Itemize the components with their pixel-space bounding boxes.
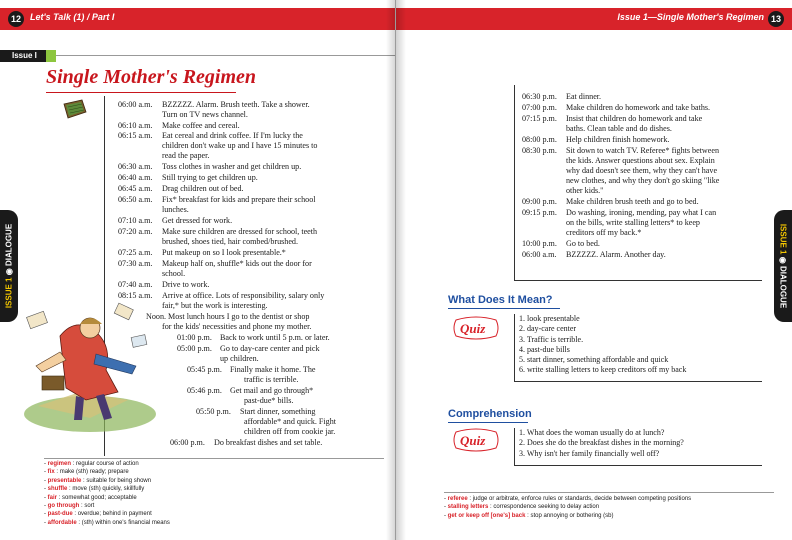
schedule-time: 07:30 a.m. [118, 259, 153, 268]
schedule-time: 05:46 p.m. [187, 386, 222, 395]
glossary-term: go through [47, 503, 80, 510]
glossary-def: : somewhat good; acceptable [58, 494, 137, 501]
busy-mother-illustration [20, 296, 160, 436]
glossary-item: - get or keep off [one's] back : stop annoying or bothering (sb) [444, 512, 614, 519]
glossary-item: - stalling letters : correspondence seeking to delay action [444, 504, 600, 511]
schedule-time: 06:00 a.m. [522, 250, 557, 259]
quiz-icon [452, 428, 500, 452]
list-item: 2. day-care center [519, 324, 577, 334]
glossary-def: : regular course of action [72, 461, 139, 467]
schedule-text: past-due* bills. [244, 396, 294, 405]
schedule-time: 06:50 a.m. [118, 195, 153, 204]
noon-text: Noon. Most lunch hours I go to the dentist or shop [146, 312, 310, 321]
schedule-text: school. [162, 269, 186, 278]
schedule-text: lunches. [162, 205, 189, 214]
schedule-time: 06:30 a.m. [118, 162, 153, 171]
comprehension-title: Comprehension [448, 408, 532, 420]
schedule-text: brushed, shoes tied, hair combed/brushed. [162, 237, 298, 246]
glossary [444, 495, 691, 520]
comprehension-list [514, 428, 762, 466]
list-item: 5. start dinner, something affordable and quick [519, 355, 669, 365]
schedule-text: Do washing, ironing, mending, pay what I can [566, 208, 717, 217]
glossary-divider [444, 492, 774, 493]
side-tab-issue: ISSUE 1 [4, 277, 14, 309]
glossary-def: : sort [81, 503, 95, 510]
glossary-divider [44, 458, 384, 459]
schedule-time: 07:20 a.m. [118, 227, 153, 236]
what-does-it-mean-list [514, 314, 762, 382]
schedule-text: Makeup half on, shuffle* kids out the door for [162, 259, 312, 268]
schedule-time: 06:45 a.m. [118, 184, 153, 193]
glossary-term: fix [47, 469, 55, 476]
schedule-time: 06:40 a.m. [118, 173, 153, 182]
schedule-text: Finally make it home. The [230, 365, 316, 374]
schedule-time: 08:30 p.m. [522, 146, 557, 155]
schedule-text: Eat dinner. [566, 92, 602, 101]
schedule-time: 06:15 a.m. [118, 131, 153, 140]
schedule-text: Drag children out of bed. [162, 184, 244, 193]
schedule-text: Sit down to watch TV. Referee* fights between [566, 146, 719, 155]
schedule-text: traffic is terrible. [244, 375, 299, 384]
glossary-item: - go through : sort [44, 503, 95, 510]
glossary-term: affordable [47, 519, 77, 526]
schedule-text: Drive to work. [162, 280, 210, 289]
schedule-text: BZZZZZ. Alarm. Another day. [566, 250, 666, 259]
schedule-text: Eat cereal and drink coffee. If I'm lucky the [162, 131, 303, 140]
schedule-text: creditors off my back.* [566, 228, 642, 237]
schedule-text: Get mail and go through* [230, 386, 314, 395]
glossary-def: : suitable for being shown [83, 477, 152, 484]
glossary-item: - referee : judge or arbitrate, enforce rules or standards, decide between competing positions [444, 496, 692, 502]
schedule-time: 09:00 p.m. [522, 197, 557, 206]
quiz-label: Quiz [460, 433, 486, 448]
list-item: 2. Does she do the breakfast dishes in the morning? [519, 438, 684, 448]
schedule-text: Make sure children are dressed for school, teeth [162, 227, 318, 236]
schedule-time: 01:00 p.m. [177, 333, 212, 342]
glossary-def: : (sth) within one's financial means [78, 519, 170, 526]
schedule-time: 07:10 a.m. [118, 216, 153, 225]
section-underline [448, 422, 528, 423]
schedule-text: Make coffee and cereal. [162, 121, 240, 130]
list-item: 1. What does the woman usually do at lunch? [519, 428, 665, 437]
schedule-time: 06:00 p.m. [170, 438, 205, 447]
schedule-time: 05:00 p.m. [177, 344, 212, 353]
what-does-it-mean-title: What Does It Mean? [448, 294, 553, 306]
schedule-text: Turn on TV news channel. [162, 110, 248, 119]
noon-text: for the kids' necessities and phone my mother. [162, 322, 312, 331]
glossary-item: - affordable : (sth) within one's financial means [44, 519, 170, 526]
schedule-text: Go to day-care center and pick [220, 344, 320, 353]
side-tab-issue: ISSUE 1 [778, 223, 788, 255]
schedule-text: Get dressed for work. [162, 216, 233, 225]
glossary-item: - regimen : regular course of action [44, 461, 139, 467]
header-title: Let's Talk (1) / Part I [30, 12, 115, 22]
page-title: Single Mother's Regimen [46, 66, 257, 88]
side-tab-separator: ◉ [4, 266, 14, 276]
schedule-text: baths. Clean table and do dishes. [566, 124, 672, 133]
schedule-text: Put makeup on so I look presentable.* [162, 248, 286, 257]
glossary-item: - past-due : overdue; behind in payment [44, 511, 152, 518]
quiz-icon [452, 316, 500, 340]
glossary-term: shuffle [47, 486, 68, 493]
schedule-time: 06:30 p.m. [522, 92, 557, 101]
schedule-time: 06:00 a.m. [118, 100, 153, 109]
list-item: 4. past-due bills [519, 344, 570, 354]
schedule-text: Do breakfast dishes and set table. [214, 438, 323, 447]
glossary-def: : judge or arbitrate, enforce rules or standards, decide between competing positions [469, 496, 692, 502]
schedule-text: why dad doesn't see them, why they can't have [566, 166, 718, 175]
glossary-item: - shuffle : move (sth) quickly, skillfully [44, 486, 145, 493]
schedule-text: Help children finish homework. [566, 135, 670, 144]
page-number: 13 [768, 11, 784, 27]
schedule-text: Start dinner, something [240, 407, 316, 416]
list-item: 3. Traffic is terrible. [519, 334, 584, 344]
side-tab-label: DIALOGUE [4, 223, 14, 267]
glossary-def: : stop annoying or bothering (sb) [527, 512, 614, 519]
schedule-text: Back to work until 5 p.m. or later. [220, 333, 330, 342]
schedule-time: 07:40 a.m. [118, 280, 153, 289]
schedule-text: Make children do homework and take baths. [566, 103, 711, 112]
schedule-text: up children. [220, 354, 259, 363]
schedule-text: fair,* but the work is interesting. [162, 301, 268, 310]
list-item: 1. look presentable [519, 314, 580, 323]
schedule-text: Still trying to get children up. [162, 173, 258, 182]
glossary-term: past-due [47, 511, 73, 518]
side-tab-label: DIALOGUE [778, 265, 788, 309]
schedule-text: BZZZZZ. Alarm. Brush teeth. Take a shower. [162, 100, 310, 109]
glossary-def: : move (sth) quickly, skillfully [69, 486, 145, 493]
issue-tag: Issue I [0, 50, 46, 62]
schedule-time: 05:45 p.m. [187, 365, 222, 374]
schedule-text: children don't wake up and I have 15 minutes to [162, 141, 318, 150]
header-title: Issue 1—Single Mother's Regimen [617, 12, 764, 22]
schedule-text: Fix* breakfast for kids and prepare their school [162, 195, 316, 204]
schedule-time: 07:15 p.m. [522, 114, 557, 123]
glossary-item: - fix : make (sth) ready; prepare [44, 469, 129, 476]
schedule-time: 08:00 p.m. [522, 135, 557, 144]
schedule-text: Insist that children do homework and take [566, 114, 703, 123]
glossary-def: : overdue; behind in payment [74, 511, 152, 518]
schedule-text: on the bills, write stalling letters* to keep [566, 218, 700, 227]
glossary-def: : make (sth) ready; prepare [56, 469, 129, 476]
glossary [44, 460, 170, 527]
glossary-term: regimen [47, 461, 72, 467]
glossary-term: fair [47, 494, 58, 501]
schedule-text: children off from cookie jar. [244, 427, 336, 436]
right-page [396, 0, 792, 540]
schedule-time: 10:00 p.m. [522, 239, 557, 248]
schedule-text: Make children brush teeth and go to bed. [566, 197, 699, 206]
list-item: 3. Why isn't her family financially well off? [519, 448, 660, 458]
glossary-term: referee [447, 496, 468, 502]
schedule-text: Go to bed. [566, 239, 600, 248]
quiz-label: Quiz [460, 321, 486, 336]
schedule-time: 09:15 p.m. [522, 208, 557, 217]
glossary-def: : correspondence seeking to delay action [490, 504, 600, 511]
schedule-time: 07:00 p.m. [522, 103, 557, 112]
section-underline [448, 308, 560, 309]
page-number: 12 [8, 11, 24, 27]
schedule-time: 08:15 a.m. [118, 291, 153, 300]
schedule-text: the kids. Answer questions about sex. Explain [566, 156, 715, 165]
glossary-term: get or keep off [one's] back [447, 512, 526, 519]
glossary-term: presentable [47, 477, 82, 484]
schedule-text: affordable* and quick. Fight [244, 417, 337, 426]
schedule-text: new clothes, and why they don't go skiing "like [566, 176, 720, 185]
evening-schedule [396, 0, 792, 290]
schedule-text: Arrive at office. Lots of responsibility, salary only [162, 291, 325, 300]
glossary-item: - presentable : suitable for being shown [44, 477, 152, 484]
glossary-term: stalling letters [447, 504, 489, 511]
schedule-time: 07:25 a.m. [118, 248, 153, 257]
glossary-item: - fair : somewhat good; acceptable [44, 494, 137, 501]
side-tab-separator: ◉ [778, 256, 788, 266]
schedule-text: Toss clothes in washer and get children up. [162, 162, 302, 171]
schedule-text: other kids." [566, 186, 604, 195]
schedule-text: read the paper. [162, 151, 210, 160]
schedule-time: 05:50 p.m. [196, 407, 231, 416]
list-item: 6. write stalling letters to keep creditors off my back [519, 365, 687, 375]
schedule-time: 06:10 a.m. [118, 121, 153, 130]
